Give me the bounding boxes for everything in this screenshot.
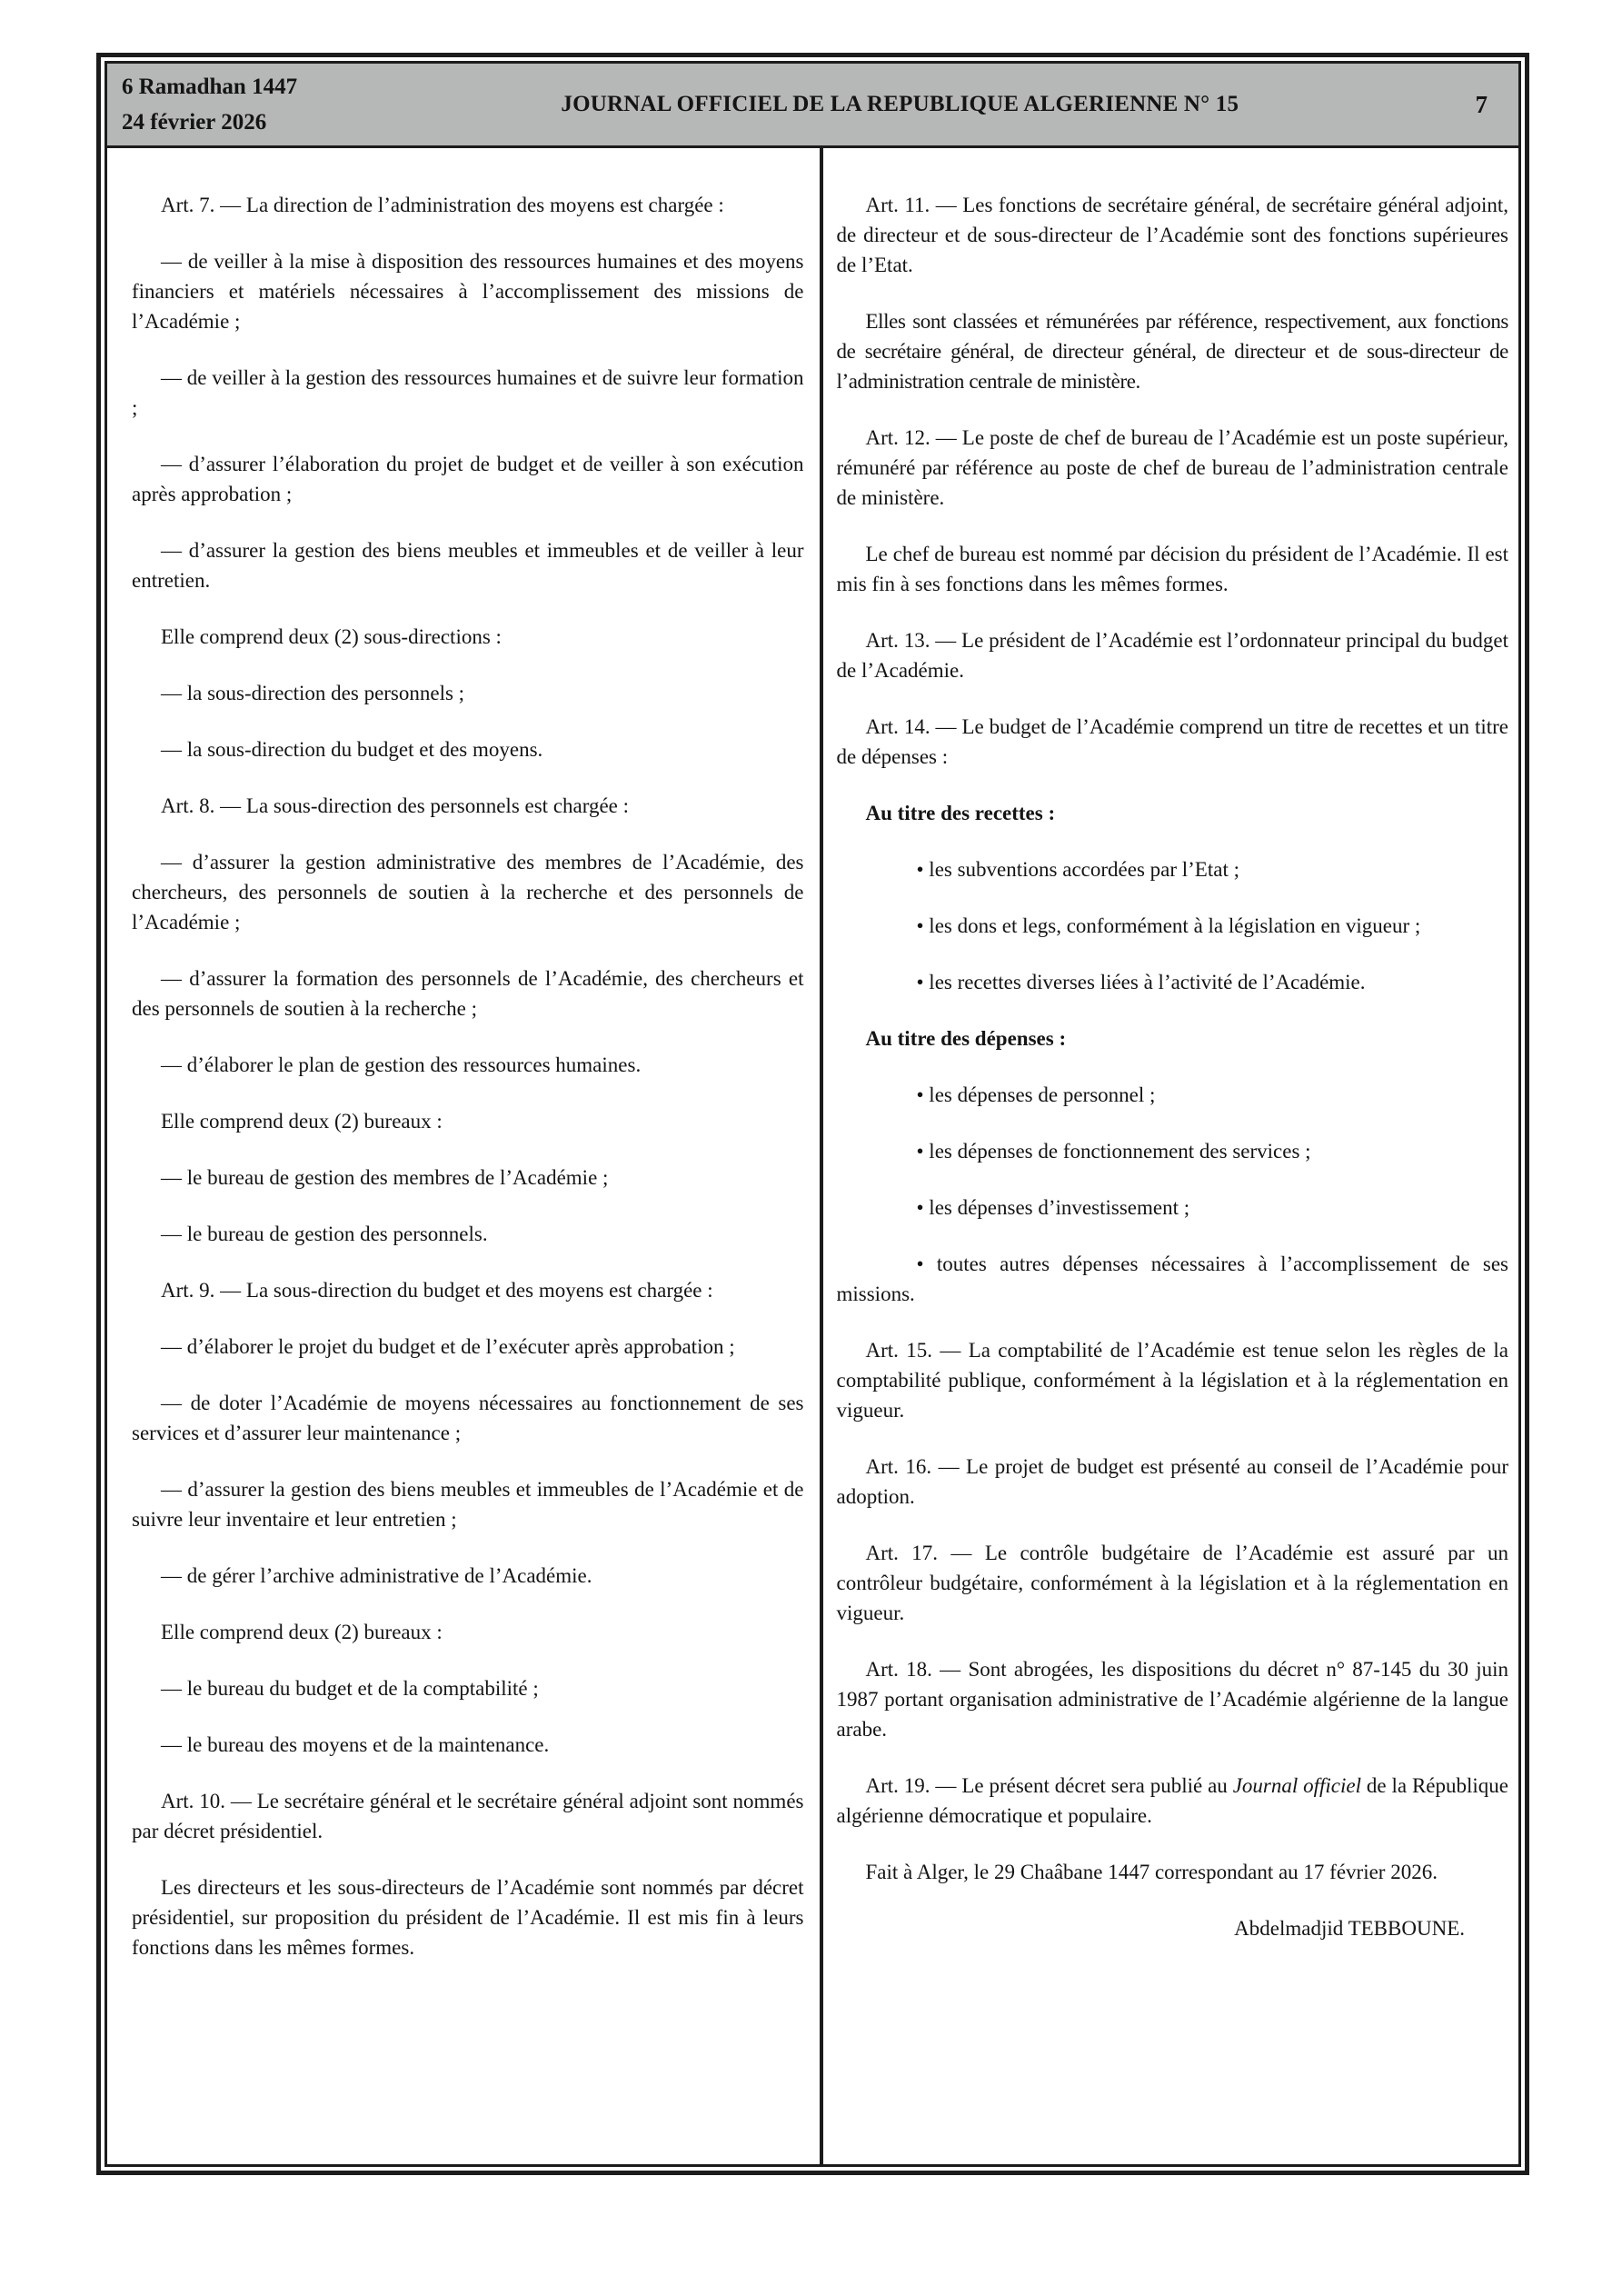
paragraph: Art. 19. — Le présent décret sera publié au Journal officiel de la République algérienne démocratique et populaire. [836, 1774, 1508, 1827]
date-hijri: 6 Ramadhan 1447 [122, 75, 298, 99]
paragraph: • les recettes diverses liées à l’activité de l’Académie. [916, 971, 1366, 993]
paragraph: Art. 16. — Le projet de budget est présenté au conseil de l’Académie pour adoption. [836, 1455, 1508, 1508]
paragraph: Elle comprend deux (2) bureaux : [161, 1621, 443, 1643]
paragraph: — le bureau des moyens et de la maintenance. [161, 1733, 550, 1756]
right-column [823, 148, 1519, 2164]
paragraph: — la sous-direction du budget et des moyens. [161, 738, 543, 761]
article-label: Art. 12. — [865, 426, 962, 449]
masthead-dates [107, 69, 297, 140]
paragraph: — d’assurer la gestion administrative des membres de l’Académie, des chercheurs, des personnels de soutien à la recherche et des personnels de l’Académie ; [132, 851, 804, 933]
paragraph: — de veiller à la mise à disposition des ressources humaines et des moyens financiers et matériels nécessaires à l’accomplissement des missions de l’Académie ; [132, 250, 804, 333]
paragraph: Le chef de bureau est nommé par décision du président de l’Académie. Il est mis fin à ses fonctions dans les mêmes formes. [836, 543, 1508, 595]
paragraph: • les dépenses d’investissement ; [916, 1196, 1190, 1219]
paragraph: Au titre des recettes : [865, 802, 1056, 824]
paragraph: • les dépenses de fonctionnement des services ; [916, 1140, 1311, 1163]
article-label: Art. 19. — [865, 1774, 962, 1797]
article-label: Art. 11. — [865, 194, 963, 216]
paragraph: — le bureau du budget et de la comptabilité ; [161, 1677, 539, 1700]
article-label: Art. 15. — [865, 1339, 969, 1362]
paragraph: Elles sont classées et rémunérées par référence, respectivement, aux fonctions de secrétaire général, de directeur général, de directeur et de sous-directeur de l’administration centrale de ministère. [836, 310, 1508, 393]
paragraph: — le bureau de gestion des personnels. [161, 1223, 488, 1245]
paragraph: • les subventions accordées par l’Etat ; [916, 858, 1239, 881]
paragraph: Art. 17. — Le contrôle budgétaire de l’Académie est assuré par un contrôleur budgétaire, conformément à la législation et à la réglementation en vigueur. [836, 1542, 1508, 1624]
masthead [107, 64, 1518, 148]
paragraph: — d’assurer la gestion des biens meubles et immeubles et de veiller à leur entretien. [132, 539, 804, 592]
paragraph: Art. 15. — La comptabilité de l’Académie est tenue selon les règles de la comptabilité publique, conformément à la législation et à la réglementation en vigueur. [836, 1339, 1508, 1422]
journal-title: JOURNAL OFFICIEL DE LA REPUBLIQUE ALGERIENNE N° 15 [561, 92, 1239, 116]
page-inner-border [104, 61, 1521, 2167]
paragraph: • toutes autres dépenses nécessaires à l’accomplissement de ses missions. [836, 1253, 1508, 1305]
paragraph: — de veiller à la gestion des ressources humaines et de suivre leur formation ; [132, 366, 804, 419]
article-label: Art. 16. — [865, 1455, 967, 1478]
paragraph: Art. 13. — Le président de l’Académie est l’ordonnateur principal du budget de l’Académie. [836, 629, 1508, 682]
paragraph: — d’élaborer le projet du budget et de l’exécuter après approbation ; [161, 1335, 735, 1358]
date-gregorian: 24 février 2026 [122, 110, 267, 135]
paragraph: • les dons et legs, conformément à la législation en vigueur ; [916, 914, 1421, 937]
paragraph: Art. 18. — Sont abrogées, les dispositions du décret n° 87-145 du 30 juin 1987 portant organisation administrative de l’Académie algérienne de la langue arabe. [836, 1658, 1508, 1741]
paragraph: Art. 8. — La sous-direction des personnels est chargée : [161, 794, 630, 817]
paragraph: Au titre des dépenses : [865, 1027, 1067, 1050]
paragraph: Abdelmadjid TEBBOUNE. [1234, 1917, 1465, 1940]
paragraph: — d’assurer l’élaboration du projet de budget et de veiller à son exécution après approbation ; [132, 453, 804, 505]
article-body [107, 148, 1518, 2164]
article-label: Art. 8. — [161, 794, 246, 817]
paragraph: — de doter l’Académie de moyens nécessaires au fonctionnement de ses services et d’assurer leur maintenance ; [132, 1392, 804, 1444]
paragraph: Art. 7. — La direction de l’administration des moyens est chargée : [161, 194, 724, 216]
paragraph: — le bureau de gestion des membres de l’Académie ; [161, 1166, 609, 1189]
paragraph: Fait à Alger, le 29 Chaâbane 1447 correspondant au 17 février 2026. [865, 1861, 1438, 1883]
article-label: Art. 17. — [865, 1542, 985, 1564]
article-label: Art. 10. — [161, 1790, 257, 1812]
paragraph: Art. 11. — Les fonctions de secrétaire général, de secrétaire général adjoint, de directeur et de sous-directeur de l’Académie sont des fonctions supérieures de l’Etat. [836, 194, 1508, 276]
article-label: Art. 14. — [865, 715, 962, 738]
left-column [107, 148, 820, 2164]
paragraph: Art. 10. — Le secrétaire général et le secrétaire général adjoint sont nommés par décret présidentiel. [132, 1790, 804, 1842]
page-outer-border [96, 53, 1529, 2175]
article-label: Art. 9. — [161, 1279, 246, 1302]
article-label: Art. 18. — [865, 1658, 969, 1681]
paragraph: Art. 9. — La sous-direction du budget et des moyens est chargée : [161, 1279, 713, 1302]
paragraph: • les dépenses de personnel ; [916, 1083, 1156, 1106]
paragraph: — la sous-direction des personnels ; [161, 682, 465, 704]
paragraph: — d’assurer la gestion des biens meubles et immeubles de l’Académie et de suivre leur inventaire et leur entretien ; [132, 1478, 804, 1531]
article-label: Art. 13. — [865, 629, 962, 652]
paragraph: Elle comprend deux (2) sous-directions : [161, 625, 502, 648]
paragraph: Elle comprend deux (2) bureaux : [161, 1110, 443, 1133]
paragraph: Art. 14. — Le budget de l’Académie comprend un titre de recettes et un titre de dépenses : [836, 715, 1508, 768]
article-label: Art. 7. — [161, 194, 246, 216]
paragraph: — d’assurer la formation des personnels de l’Académie, des chercheurs et des personnels de soutien à la recherche ; [132, 967, 804, 1020]
paragraph: — de gérer l’archive administrative de l’Académie. [161, 1564, 592, 1587]
paragraph: — d’élaborer le plan de gestion des ressources humaines. [161, 1053, 642, 1076]
page-number: 7 [1475, 90, 1488, 118]
italic-text: Journal officiel [1232, 1774, 1361, 1797]
paragraph: Les directeurs et les sous-directeurs de l’Académie sont nommés par décret présidentiel, sur proposition du président de l’Académie. Il est mis fin à leurs fonctions dans les mêmes formes. [132, 1876, 804, 1959]
paragraph: Art. 12. — Le poste de chef de bureau de l’Académie est un poste supérieur, rémunéré par référence au poste de chef de bureau de l’administration centrale de ministère. [836, 426, 1508, 509]
